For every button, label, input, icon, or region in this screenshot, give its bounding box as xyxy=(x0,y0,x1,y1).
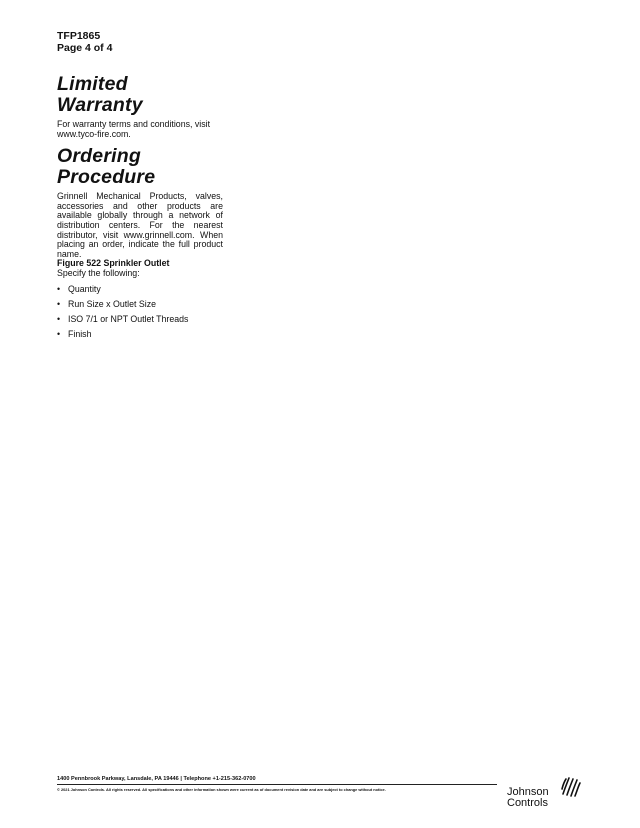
footer-copyright: © 2021 Johnson Controls. All rights reserved. All specifications and other information shown were current as of document revision date and are subject to change without notice. xyxy=(57,787,386,792)
list-item-text: Quantity xyxy=(68,283,101,294)
bullet-icon: • xyxy=(57,313,61,324)
main-column xyxy=(57,74,223,344)
ordering-heading-line2: Procedure xyxy=(57,166,156,189)
warranty-heading-line2: Warranty xyxy=(57,94,143,116)
bullet-icon: • xyxy=(57,298,61,309)
footer-address: 1400 Pennbrook Parkway, Lansdale, PA 19446 | Telephone +1-215-362-0700 xyxy=(57,776,256,782)
list-item-text: Run Size x Outlet Size xyxy=(68,298,157,309)
warranty-heading-line1: Limited xyxy=(57,73,128,95)
page-number: Page 4 of 4 xyxy=(57,42,113,54)
list-item-text: ISO 7/1 or NPT Outlet Threads xyxy=(68,313,189,324)
ordering-intro: Grinnell Mechanical Products, valves, accessories and other products are available globally through a network of distribution centers. For the nearest distributor, visit www.grinnell.com. When placing an order, indicate the full product name. xyxy=(57,191,223,259)
logo-line1: Johnson xyxy=(507,786,549,798)
logo-wordmark xyxy=(507,787,549,809)
product-name: Figure 522 Sprinkler Outlet xyxy=(57,258,170,269)
warranty-heading xyxy=(57,74,223,116)
johnson-controls-mark-icon xyxy=(559,774,583,798)
ordering-heading xyxy=(57,146,223,188)
warranty-section xyxy=(57,74,223,139)
company-logo xyxy=(507,774,587,814)
list-item xyxy=(57,314,223,324)
bullet-icon: • xyxy=(57,283,61,294)
ordering-section xyxy=(57,146,223,338)
warranty-text: For warranty terms and conditions, visit www.tyco-fire.com. xyxy=(57,119,211,139)
document-id: TFP1865 xyxy=(57,30,101,42)
document-header xyxy=(57,30,112,54)
list-item xyxy=(57,299,223,309)
list-item-text: Finish xyxy=(68,328,92,339)
footer-divider xyxy=(57,784,497,785)
ordering-heading-line1: Ordering xyxy=(57,145,141,168)
order-items-list xyxy=(57,284,223,339)
list-item xyxy=(57,284,223,294)
list-item xyxy=(57,329,223,339)
logo-line2: Controls xyxy=(507,797,548,809)
bullet-icon: • xyxy=(57,328,61,339)
specify-label: Specify the following: xyxy=(57,267,140,278)
